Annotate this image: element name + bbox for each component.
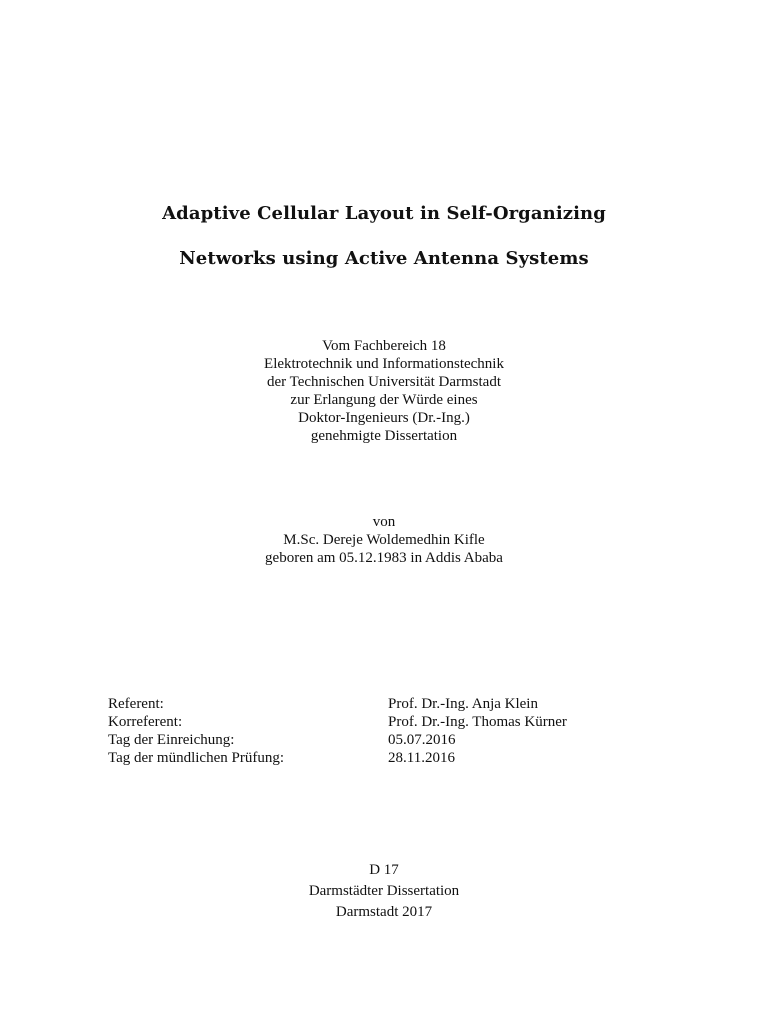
committee-value: Prof. Dr.-Ing. Anja Klein [388, 696, 538, 712]
committee-value: Prof. Dr.-Ing. Thomas Kürner [388, 714, 567, 730]
footer-place-year: Darmstadt 2017 [335, 904, 433, 920]
committee-label: Tag der mündlichen Prüfung: [108, 750, 284, 766]
publication-footer [0, 860, 768, 923]
committee-row [108, 731, 668, 749]
committee-table [108, 695, 668, 767]
committee-row [108, 695, 668, 713]
committee-row [108, 749, 668, 767]
committee-label: Korreferent: [108, 714, 183, 730]
title-line-1: Adaptive Cellular Layout in Self-Organizing [162, 203, 606, 224]
committee-value: 05.07.2016 [388, 732, 456, 748]
faculty-line: Elektrotechnik und Informationstechnik [264, 356, 504, 372]
author-von: von [372, 514, 396, 530]
faculty-line: genehmigte Dissertation [310, 428, 458, 444]
dissertation-title [0, 199, 768, 289]
author-birth: geboren am 05.12.1983 in Addis Ababa [265, 550, 503, 566]
title-line-2: Networks using Active Antenna Systems [179, 248, 589, 269]
faculty-statement [0, 337, 768, 445]
footer-code: D 17 [369, 862, 399, 878]
faculty-line: Doktor-Ingenieurs (Dr.-Ing.) [298, 410, 470, 426]
faculty-line: der Technischen Universität Darmstadt [266, 374, 502, 390]
footer-series: Darmstädter Dissertation [308, 883, 460, 899]
committee-value: 28.11.2016 [388, 750, 455, 766]
author-name: M.Sc. Dereje Woldemedhin Kifle [283, 532, 485, 548]
committee-label: Referent: [108, 696, 164, 712]
faculty-line: Vom Fachbereich 18 [322, 338, 446, 354]
committee-row [108, 713, 668, 731]
faculty-line: zur Erlangung der Würde eines [290, 392, 478, 408]
committee-label: Tag der Einreichung: [108, 732, 235, 748]
author-info [0, 513, 768, 567]
